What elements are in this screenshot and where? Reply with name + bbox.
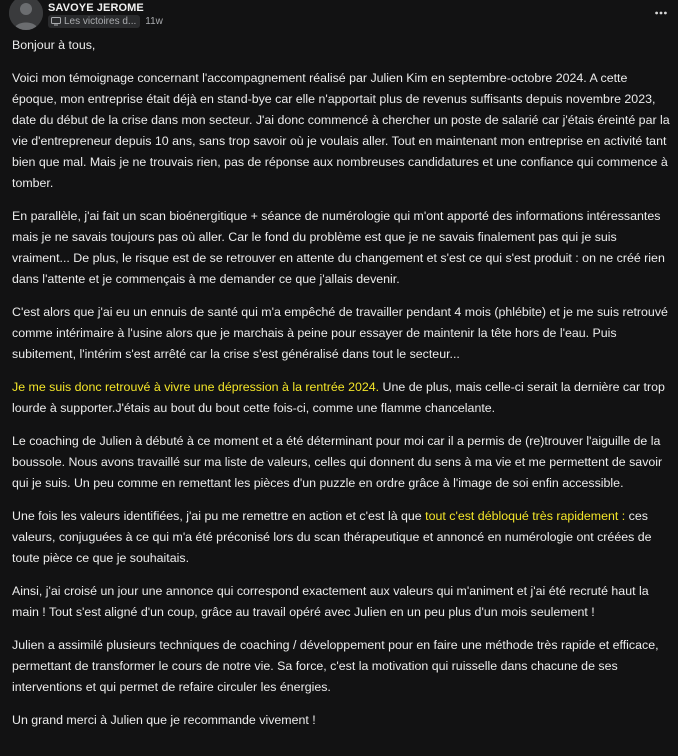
- post-paragraph: [12, 377, 672, 419]
- more-options-button[interactable]: [654, 6, 668, 20]
- paragraph-text: Ainsi, j'ai croisé un jour une annonce qui correspond exactement aux valeurs qui m'animent et j'ai été recruté haut la main ! Tout s'est aligné d'un coup, grâce au travail opéré avec Julien en un peu plus d'un mois seulement !: [12, 584, 649, 619]
- post-time[interactable]: 11w: [145, 16, 163, 27]
- paragraph-text: En parallèle, j'ai fait un scan bioénergitique + séance de numérologie qui m'ont apporté des informations intéressantes mais je ne savais toujours pas où aller. Car le fond du problème est que je ne savais finalement pas qui je suis vraiment... De plus, le risque est de se retrouver en attente du changement et s'est ce qui s'est produit : on ne créé rien dans l'attente et je commençais à me demander ce que j'allais devenir.: [12, 209, 665, 286]
- author-name[interactable]: SAVOYE JEROME: [48, 2, 144, 14]
- post-paragraph: [12, 635, 672, 698]
- highlighted-text: tout c'est débloqué très rapidement :: [425, 509, 626, 523]
- post-body: [12, 35, 672, 743]
- group-name: Les victoires d...: [64, 16, 137, 27]
- more-horizontal-icon: [655, 11, 667, 15]
- post-meta: [48, 15, 163, 28]
- highlighted-text: Je me suis donc retrouvé à vivre une dépression à la rentrée 2024.: [12, 380, 380, 394]
- post-paragraph: [12, 302, 672, 365]
- post-paragraph: [12, 68, 672, 194]
- post-header: [0, 0, 678, 32]
- group-chip[interactable]: [48, 15, 140, 28]
- post-paragraph: [12, 206, 672, 290]
- post-paragraph: [12, 35, 672, 56]
- avatar[interactable]: [9, 0, 43, 30]
- paragraph-text: Une de plus, mais celle-ci serait la dernière car trop lourde à supporter.J'étais au bout du bout cette fois-ci, comme une flamme chancelante.: [12, 380, 665, 415]
- paragraph-text: Un grand merci à Julien que je recommande vivement !: [12, 713, 316, 727]
- paragraph-text: Le coaching de Julien à débuté à ce moment et a été déterminant pour moi car il a permis de (re)trouver l'aiguille de la boussole. Nous avons travaillé sur ma liste de valeurs, celles qui donnent du sens à ma vie et me permettent de savoir qui je suis. Un peu comme en remettant les pièces d'un puzzle en ordre grâce à l'image de soi enfin accessible.: [12, 434, 663, 490]
- paragraph-text: Bonjour à tous,: [12, 38, 96, 52]
- paragraph-text: Voici mon témoignage concernant l'accompagnement réalisé par Julien Kim en septembre-octobre 2024. A cette époque, mon entreprise était déjà en stand-bye car elle n'apportait plus de revenus suffisants depuis novembre 2023, date du début de la crise dans mon secteur. J'ai donc commencé à chercher un poste de salarié car j'étais éreinté par la vie d'entrepreneur depuis 10 ans, sans trop savoir où je voulais aller. Tout en maintenant mon entreprise en activité tant bien que mal. Mais je ne trouvais rien, pas de réponse aux nombreuses candidatures et une confiance qui commence à tomber.: [12, 71, 670, 190]
- post-paragraph: [12, 431, 672, 494]
- post-paragraph: [12, 581, 672, 623]
- user-avatar-icon: [9, 0, 43, 30]
- paragraph-text: Une fois les valeurs identifiées, j'ai pu me remettre en action et c'est là que: [12, 509, 426, 523]
- post-paragraph: [12, 506, 672, 569]
- paragraph-text: ces valeurs, conjuguées à ce qui m'a été préconisé lors du scan thérapeutique et annoncé en numérologie ont créées de toute pièce ce que je souhaitais.: [12, 509, 652, 565]
- group-board-icon: [51, 17, 61, 26]
- paragraph-text: C'est alors que j'ai eu un ennuis de santé qui m'a empêché de travailler pendant 4 mois (phlébite) et je me suis retrouvé comme intérimaire à l'usine alors que je marchais à peine pour essayer de maintenir la tête hors de l'eau. Puis subitement, l'intérim s'est arrêté car la crise s'est généralisé dans tout le secteur...: [12, 305, 668, 361]
- post-paragraph: [12, 710, 672, 731]
- paragraph-text: Julien a assimilé plusieurs techniques de coaching / développement pour en faire une méthode très rapide et efficace, permettant de transformer le cours de notre vie. Sa force, c'est la motivation qui ruisselle dans chacune de ses interventions et qui permet de refaire circuler les énergies.: [12, 638, 659, 694]
